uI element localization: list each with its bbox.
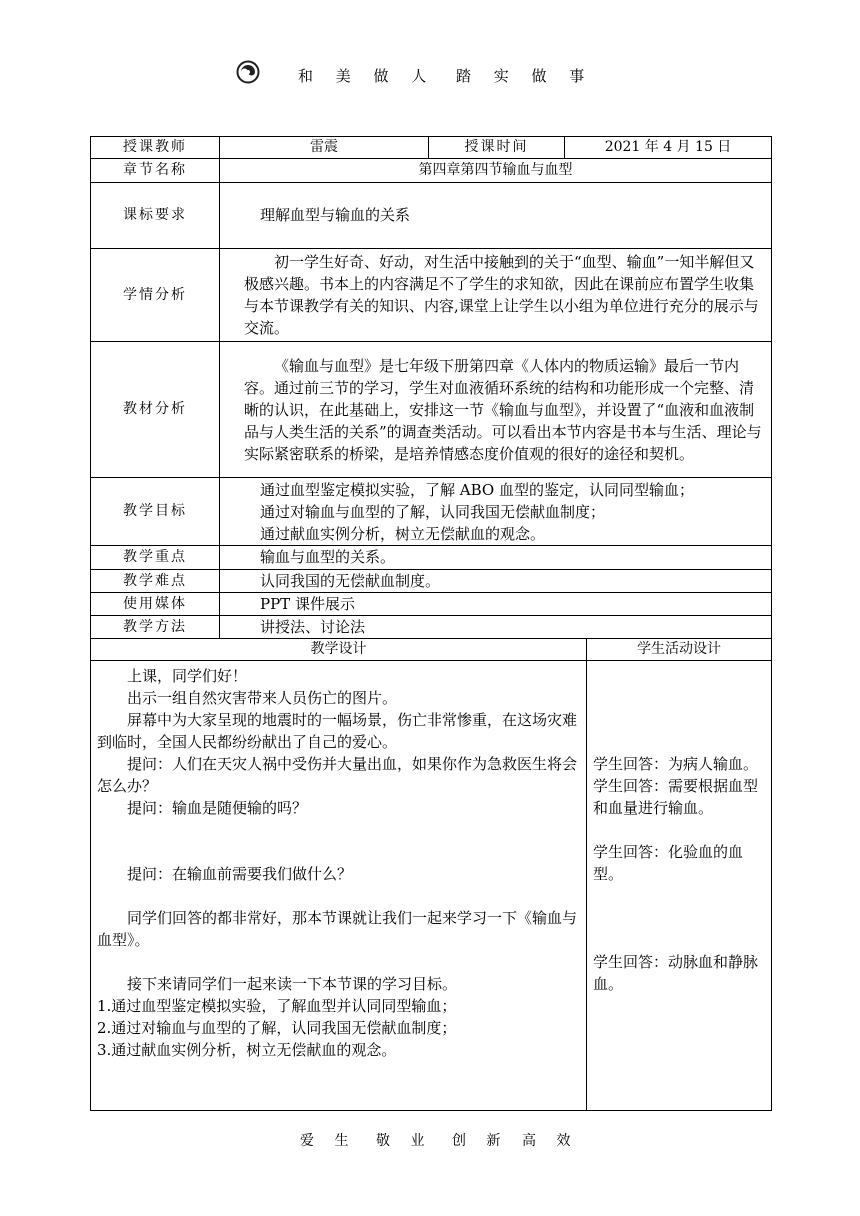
footer-item: 敬 业 (376, 1133, 433, 1149)
teacher-label: 授课教师 (91, 137, 220, 159)
student-answer: 学生回答：化验血的血型。 (593, 843, 744, 883)
goal-item: 通过血型鉴定模拟实验，了解 ABO 血型的鉴定，认同同型输血； (260, 480, 694, 499)
goals-list (220, 478, 772, 546)
goal-item: 通过献血实例分析，树立无偿献血的观念。 (260, 524, 546, 543)
design-line: 同学们回答的都非常好，那本节课就让我们一起来学习一下《输血与血型》。 (97, 909, 578, 949)
standard-label: 课标要求 (91, 183, 220, 249)
chapter-value: 第四章第四节输血与血型 (220, 159, 772, 183)
lesson-plan-table (90, 136, 772, 1111)
school-logo-icon (236, 60, 260, 84)
design-line: 3.通过献血实例分析，树立无偿献血的观念。 (97, 1041, 397, 1059)
design-line: 出示一组自然灾害带来人员伤亡的图片。 (127, 689, 398, 707)
media-value: PPT 课件展示 (220, 593, 772, 616)
motto-right: 踏 实 做 事 (456, 67, 594, 85)
method-value: 讲授法、讨论法 (220, 616, 772, 639)
chapter-label: 章节名称 (91, 159, 220, 183)
page-header (0, 60, 860, 94)
method-label: 教学方法 (91, 616, 220, 639)
media-label: 使用媒体 (91, 593, 220, 616)
student-answer: 学生回答：动脉血和静脉血。 (593, 953, 759, 993)
motto-left: 和 美 做 人 (298, 67, 436, 85)
design-line: 接下来请同学们一起来读一下本节课的学习目标。 (127, 975, 458, 993)
students-value: 初一学生好奇、好动，对生活中接触到的关于“血型、输血”一知半解但又极感兴趣。书本上的内容满足不了学生的求知欲，因此在课前应布置学生收集与本节课教学有关的知识、内容,课堂上让学生以小组为单位进行充分的展示与交流。 (244, 253, 759, 337)
design-line: 屏幕中为大家呈现的地震时的一幅场景，伤亡非常惨重，在这场灾难到临时，全国人民都纷纷献出了自己的爱心。 (97, 711, 578, 751)
standard-value: 理解血型与输血的关系 (220, 183, 772, 249)
design-line: 1.通过血型鉴定模拟实验，了解血型并认同同型输血； (97, 997, 457, 1015)
goals-label: 教学目标 (91, 478, 220, 546)
students-label: 学情分析 (91, 249, 220, 342)
student-activity-header: 学生活动设计 (587, 639, 772, 661)
difficulty-label: 教学难点 (91, 570, 220, 593)
key-label: 教学重点 (91, 546, 220, 570)
student-activity-content (587, 661, 772, 1111)
design-line: 提问：输血是随便输的吗？ (127, 799, 308, 817)
time-label: 授课时间 (429, 137, 565, 159)
key-value: 输血与血型的关系。 (220, 546, 772, 570)
teacher-value: 雷震 (220, 137, 429, 159)
design-content (91, 661, 587, 1111)
time-value: 2021 年 4 月 15 日 (565, 137, 772, 159)
page-footer (0, 1130, 860, 1152)
design-line: 提问：在输血前需要我们做什么？ (127, 865, 353, 883)
difficulty-value: 认同我国的无偿献血制度。 (220, 570, 772, 593)
footer-item: 高 效 (522, 1133, 579, 1149)
design-line: 上课，同学们好！ (127, 667, 248, 685)
goal-item: 通过对输血与血型的了解，认同我国无偿献血制度； (260, 502, 606, 521)
student-answer: 学生回答：为病人输血。 (593, 755, 759, 773)
material-value: 《输血与血型》是七年级下册第四章《人体内的物质运输》最后一节内容。通过前三节的学习，学生对血液循环系统的结构和功能形成一个完整、清晰的认识，在此基础上，安排这一节《输血与血型》，并设置了“血液和血液制品与人类生活的关系”的调查类活动。可以看出本节内容是书本与生活、理论与实际紧密联系的桥梁，是培养情感态度价值观的很好的途径和契机。 (244, 356, 762, 463)
design-line: 提问：人们在天灾人祸中受伤并大量出血，如果你作为急救医生将会怎么办？ (97, 755, 578, 795)
design-line: 2.通过对输血与血型的了解，认同我国无偿献血制度； (97, 1019, 457, 1037)
student-answer: 学生回答：需要根据血型和血量进行输血。 (593, 777, 759, 817)
design-header: 教学设计 (91, 639, 587, 661)
footer-item: 创 新 (452, 1133, 509, 1149)
footer-item: 爱 生 (300, 1133, 357, 1149)
material-label: 教材分析 (91, 342, 220, 478)
